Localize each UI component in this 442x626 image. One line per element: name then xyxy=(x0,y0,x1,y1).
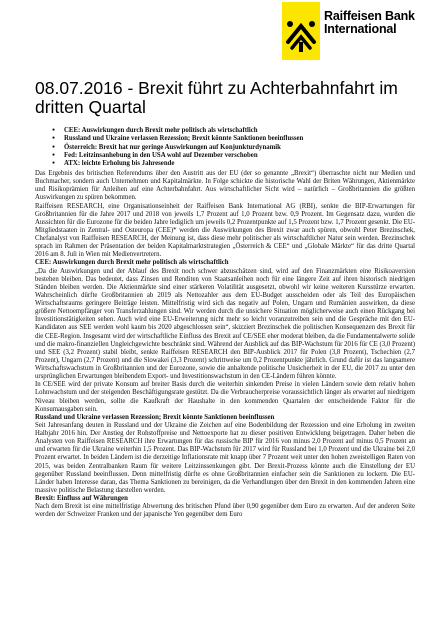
article-body xyxy=(35,170,415,519)
body-paragraph: Raiffeisen RESEARCH, eine Organisationseinheit der Raiffeisen Bank International AG (RBI), senkte die BIP-Erwartungen für Großbritannien für die Jahre 2017 und 2018 von jeweils 1,7 Prozent auf 1,0 Prozent bzw. 0,9 Prozent. Im Gegensatz dazu, wurden die Aussichten für die Eurozone für die beiden Jahre lediglich um jeweils 0,2 Prozentpunkte auf 1,5 Prozent bzw. 1,7 Prozent gesenkt. Die EU-Mitgliedstaaten in Zentral- und Osteuropa (CEE)* werden die Auswirkungen des Brexit zwar auch spüren, obwohl Peter Brezinschek, Chefanalyst von Raiffeisen RESEARCH, der Meinung ist, dass diese mehr politischer als wirtschaftlicher Natur sein werden. Brezinschek sprach im Rahmen der Präsentation der beiden Kapitalmarktstrategien „Österreich & CEE“ und „Globale Märkte“ für das dritte Quartal 2016 am 8. Juli in Wien mit Medienvertretern. xyxy=(35,202,415,259)
logo-line-2: International xyxy=(324,22,397,36)
body-paragraph: „Da die Auswirkungen und der Ablauf des Brexit noch schwer abzuschätzen sind, wird auf den Finanzmärkten eine Risikoaversion bestehen bleiben. Das bedeutet, dass Zinsen und Renditen von Staatsanleihen noch für eine längere Zeit auf ihren historisch niedrigen Ständen bleiben werden. Die Aktienmärkte sind einer stärkeren Volatilität ausgesetzt, obwohl wir keine weiteren Kursstürze erwarten. Wahrscheinlich dürfte Großbritannien ab 2019 als Nettozahler aus dem EU-Budget ausscheiden oder als Teil des Europäischen Wirtschaftsraums geringere Beiträge leisten. Mittelfristig wird sich das negativ auf Polen, Ungarn und Rumänien auswirken, da diese größere Nettoempfänger von Transferzahlungen sind. Wir werden durch die unsichere Situation möglicherweise auch einen Rückgang bei Investitionstätigkeiten sehen. Auch wird eine EU-Erweiterung nicht mehr so leicht voranzutreiben sein und die Gespräche mit den EU-Kandidaten aus SEE werden wohl kaum bis 2020 abgeschlossen sein“, skizziert Brezinschek die politischen Konsequenzen des Brexit für die CEE-Region. Insgesamt wird der wirtschaftliche Einfluss des Brexit auf CE/SEE eher moderat bleiben, da die Fundamentalwerte solide und die makro-finanziellen Ungleichgewichte beschränkt sind. Während der Ausblick auf das BIP-Wachstum für 2016 für CE (3,0 Prozent) und SEE (3,2 Prozent) stabil bleibt, senkte Raiffeisen RESEARCH den BIP-Ausblick 2017 für Polen (3,8 Prozent), Tschechien (2,7 Prozent), Ungarn (2,7 Prozent) und die Slowakei (3,3 Prozent) schrittweise um 0,2 Prozentpunkte jährlich. Grund dafür ist das langsamere Wirtschaftswachstum in Großbritannien und der Eurozone, sowie die anhaltende politische Unsicherheit in der EU, die 2017 zu unter den ursprünglichen Erwartungen bleibendem Export- und Investitionswachstum in den CE-Ländern führen könnte. xyxy=(35,267,415,381)
key-point: ● ATX: leichte Erholung bis Jahresende xyxy=(52,160,422,168)
section-heading: Russland und Ukraine verlassen Rezession; Brexit könnte Sanktionen beeinflussen xyxy=(35,413,275,421)
raiffeisen-logo xyxy=(282,2,442,64)
body-paragraph: Das Ergebnis des britischen Referendums über den Austritt aus der EU (der so genannte „Brexit“) überraschte nicht nur Medien und Buchmacher, sondern auch Unternehmen und Kapitalmärkte. In Folge schickte die historische Wahl der Briten Währungen, Aktienmärkte und Risikoprämien für Anleihen auf eine Achterbahnfahrt. Aus wirtschaftlicher Sicht wird – natürlich – Großbritannien die größten Auswirkungen zu spüren bekommen. xyxy=(35,170,415,202)
page-title: 08.07.2016 - Brexit führt zu Achterbahnfahrt im dritten Quartal xyxy=(35,77,398,117)
key-point: ● Russland und Ukraine verlassen Rezession; Brexit könnte Sanktionen beeinflussen xyxy=(52,135,422,143)
section-heading: Brexit: Einfluss auf Währungen xyxy=(35,495,128,502)
key-point: ● Österreich: Brexit hat nur geringe Auswirkungen auf Konjunkturdynamik xyxy=(52,144,422,152)
section-heading: CEE: Auswirkungen durch Brexit mehr politisch als wirtschaftlich xyxy=(35,259,229,267)
key-point: ● CEE: Auswirkungen durch Brexit mehr politisch als wirtschaftlich xyxy=(52,127,422,135)
logo-line-1: Raiffeisen Bank xyxy=(324,9,415,23)
body-paragraph: Seit Jahresanfang deuten in Russland und der Ukraine die Zeichen auf eine Bodenbildung der Rezession und eine Erholung im zweiten Halbjahr 2016 hin. Der Anstieg der Rohstoffpreise und Nettoexporte hat zu dieser positiven Entwicklung beigetragen. Daher heben die Analysten von Raiffeisen RESEARCH ihre Erwartungen für das russische BIP für 2016 von minus 2,0 Prozent auf minus 0,5 Prozent an und erwarten für die Ukraine weiterhin 1,5 Prozent. Das BIP-Wachstum für 2017 wird für Russland bei 1,0 Prozent und die Ukraine bei 2,0 Prozent erwartet. In beiden Ländern ist die derzeitige Inflationsrate mit knapp über 7 Prozent weit unter den hohen zweistelligen Raten von 2015, was beiden Zentralbanken Raum für weitere Leitzinssenkungen gibt. Der Brexit-Prozess könnte auch die Einstellung der EU gegenüber Russland beeinflussen. Denn mittelfristig dürfte es ohne Großbritannien einfacher sein die Sanktionen zu lockern. Die EU-Länder haben Interesse daran, das Thema Sanktionen zu bereinigen, da die Verhandlungen über den Brexit in den kommenden Jahren eine massive politische Belastung darstellen werden. xyxy=(35,421,415,494)
body-paragraph: Nach dem Brexit ist eine mittelfristige Abwertung des britischen Pfund über 0,90 gegenüber dem Euro zu erwarten. Auf der anderen Seite werden der Schweizer Franken und der japanische Yen gegenüber dem Euro xyxy=(35,503,415,519)
logo-wordmark xyxy=(324,10,415,36)
key-points-list xyxy=(52,127,422,168)
logo-gable-icon xyxy=(282,2,320,60)
key-point: ● Fed: Leitzinsanhebung in den USA wohl auf Dezember verschoben xyxy=(52,152,422,160)
body-paragraph: In CE/SEE wird der private Konsum auf breiter Basis durch die weiterhin sinkenden Preise in vielen Ländern sowie dem relativ hohen Lohnwachstum und der steigenden Beschäftigungsrate gestützt. Da die Verbraucherpreise voraussichtlich länger als erwartet auf niedrigem Niveau bleiben werden, sollte die Kaufkraft der Haushalte in den kommenden Quartalen der entscheidende Faktor für die Konsumausgaben sein. xyxy=(35,381,415,413)
